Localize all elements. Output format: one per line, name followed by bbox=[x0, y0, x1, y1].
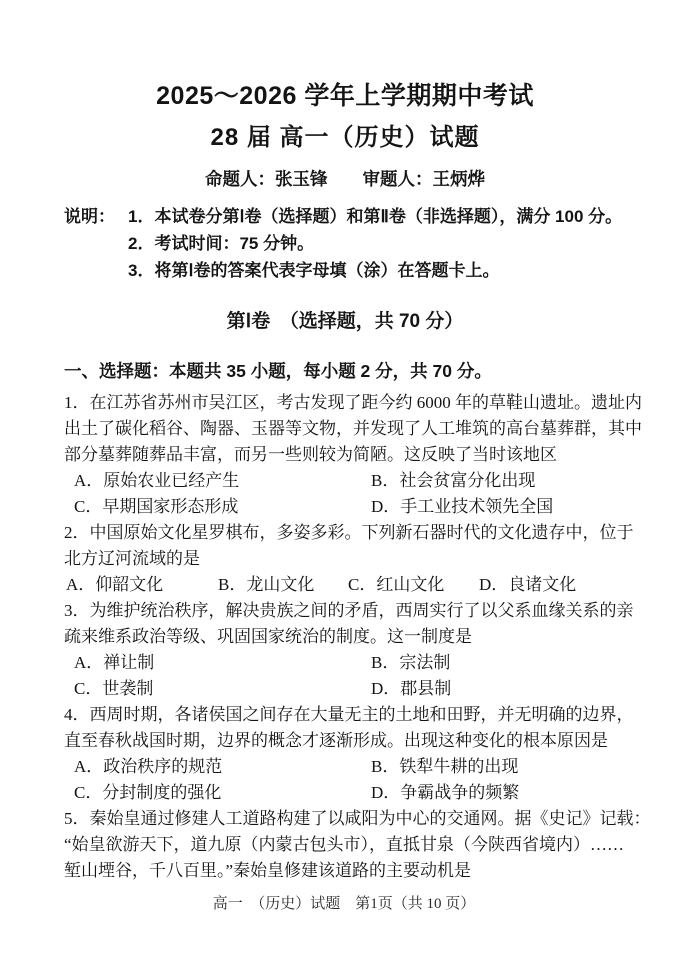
options-row bbox=[64, 468, 626, 494]
section-title: 第Ⅰ卷 （选择题，共 70 分） bbox=[226, 311, 464, 332]
exam-subtitle: 28 届 高一（历史）试题 bbox=[210, 124, 480, 151]
question-stem-line: 出土了碳化稻谷、陶器、玉器等文物，并发现了人工堆筑的高台墓葬群，其中 bbox=[64, 419, 642, 438]
question-1 bbox=[64, 390, 642, 520]
question-2 bbox=[64, 520, 634, 598]
question-stem-line: 部分墓葬随葬品丰富，而另一些则较为简陋。这反映了当时该地区 bbox=[64, 445, 557, 464]
option-a: A．政治秩序的规范 bbox=[74, 757, 223, 776]
option-b: B．铁犁牛耕的出现 bbox=[371, 757, 519, 776]
question-stem-line: 1．在江苏省苏州市吴江区，考古发现了距今约 6000 年的草鞋山遗址。遗址内 bbox=[64, 393, 642, 412]
option-c: C．早期国家形态形成 bbox=[74, 497, 239, 516]
options-row bbox=[64, 754, 626, 780]
notes-label: 说明： bbox=[64, 207, 115, 226]
questions-list bbox=[64, 390, 651, 884]
question-3 bbox=[64, 598, 634, 702]
option-d: D．手工业技术领先全国 bbox=[371, 497, 554, 516]
option-c: C．分封制度的强化 bbox=[74, 783, 222, 802]
question-stem-line: 堑山堙谷，千八百里。”秦始皇修建该道路的主要动机是 bbox=[64, 861, 472, 880]
page-footer: 高一 （历史）试题 第1页（共 10 页） bbox=[212, 896, 476, 912]
option-b: B．龙山文化 bbox=[218, 575, 315, 594]
option-c: C．红山文化 bbox=[348, 575, 445, 594]
options-row bbox=[64, 780, 626, 806]
question-5 bbox=[64, 806, 651, 884]
options-row bbox=[64, 650, 626, 676]
option-a: A．原始农业已经产生 bbox=[74, 471, 240, 490]
exam-title: 2025～2026 学年上学期期中考试 bbox=[156, 82, 534, 110]
question-4 bbox=[64, 702, 634, 806]
question-stem-line: 北方辽河流域的是 bbox=[64, 549, 200, 568]
note-item-3: 3．将第Ⅰ卷的答案代表字母填（涂）在答题卡上。 bbox=[128, 261, 500, 280]
options-row bbox=[64, 494, 626, 520]
notes-block bbox=[64, 203, 626, 284]
option-d: D．郡县制 bbox=[371, 679, 452, 698]
question-stem-line: 2．中国原始文化星罗棋布，多姿多彩。下列新石器时代的文化遗存中，位于 bbox=[64, 523, 634, 542]
question-stem-line: “始皇欲游天下，道九原（内蒙古包头市），直抵甘泉（今陕西省境内）…… bbox=[64, 835, 625, 854]
option-c: C．世袭制 bbox=[74, 679, 154, 698]
question-stem-line: 直至春秋战国时期，边界的概念才逐渐形成。出现这种变化的根本原因是 bbox=[64, 731, 608, 750]
note-item-2: 2．考试时间：75 分钟。 bbox=[128, 234, 315, 253]
option-d: D．良诸文化 bbox=[479, 575, 577, 594]
question-stem-line: 5．秦始皇通过修建人工道路构建了以咸阳为中心的交通网。据《史记》记载： bbox=[64, 809, 651, 828]
question-stem-line: 疏来维系政治等级、巩固国家统治的制度。这一制度是 bbox=[64, 627, 472, 646]
authors-line: 命题人：张玉锋 审题人：王炳烨 bbox=[205, 169, 485, 189]
notes-items bbox=[128, 203, 626, 284]
option-d: D．争霸战争的频繁 bbox=[371, 783, 520, 802]
options-row bbox=[64, 572, 626, 598]
section-instructions: 一、选择题：本题共 35 小题，每小题 2 分，共 70 分。 bbox=[64, 361, 492, 381]
question-stem-line: 3．为维护统治秩序，解决贵族之间的矛盾，西周实行了以父系血缘关系的亲 bbox=[64, 601, 634, 620]
option-b: B．宗法制 bbox=[371, 653, 451, 672]
option-a: A．禅让制 bbox=[74, 653, 155, 672]
option-a: A．仰韶文化 bbox=[66, 575, 164, 594]
question-stem-line: 4．西周时期，各诸侯国之间存在大量无主的土地和田野，并无明确的边界， bbox=[64, 705, 634, 724]
option-b: B．社会贫富分化出现 bbox=[371, 471, 536, 490]
note-item-1: 1．本试卷分第Ⅰ卷（选择题）和第Ⅱ卷（非选择题），满分 100 分。 bbox=[128, 207, 623, 226]
options-row bbox=[64, 676, 626, 702]
